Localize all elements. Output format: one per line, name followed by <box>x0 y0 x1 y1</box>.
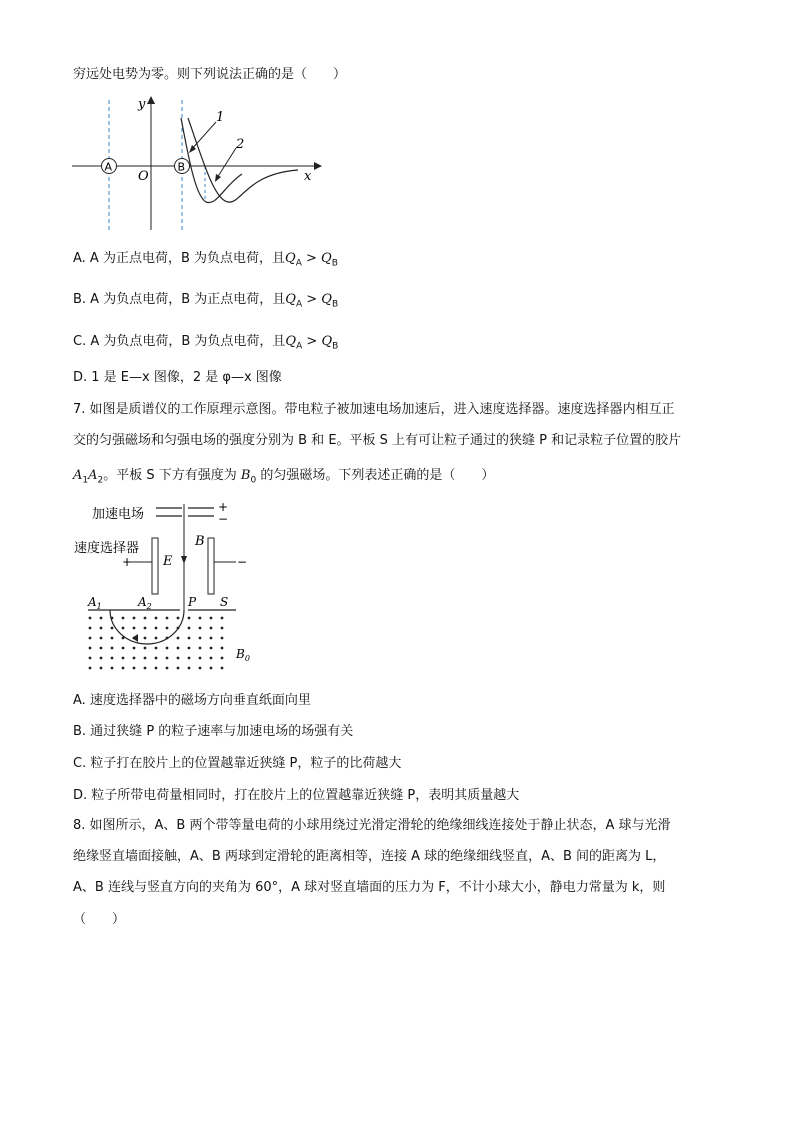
q6-option-c-text: C. A 为负点电荷，B 为负点电荷，且 <box>73 334 286 349</box>
q7-selector-plus: + <box>122 555 133 569</box>
field-dot <box>144 667 147 670</box>
q6-option-c-q1: Q <box>285 334 297 349</box>
q7-stem-mid: 。平板 S 下方有强度为 <box>103 468 241 483</box>
q8-stem-line-4: （ ） <box>73 912 126 927</box>
field-dot <box>188 617 191 620</box>
q6-option-c-gt: > <box>302 334 322 349</box>
q7-option-b: B. 通过狭缝 P 的粒子速率与加速电场的场强有关 <box>73 724 354 739</box>
field-dot <box>155 667 158 670</box>
field-dot <box>111 667 114 670</box>
q6-origin-label: O <box>138 169 149 184</box>
field-dot <box>210 637 213 640</box>
q7-s-label: S <box>220 595 229 609</box>
field-dot <box>155 637 158 640</box>
q7-e-label: E <box>163 554 173 569</box>
q6-x-arrow <box>314 162 322 170</box>
field-dot <box>221 627 224 630</box>
field-dot <box>89 617 92 620</box>
field-dot <box>177 637 180 640</box>
q7-stem-line-2: 交的匀强磁场和匀强电场的强度分别为 B 和 E。平板 S 上有可让粒子通过的狭缝 P 和记录粒子位置的胶片 <box>73 433 682 448</box>
field-dot <box>155 647 158 650</box>
q6-option-a-text: A. A 为正点电荷，B 为负点电荷，且 <box>73 251 286 266</box>
q6-option-c-sub1: A <box>296 341 303 352</box>
q6-curve-1-label: 1 <box>216 110 225 125</box>
q6-option-b-q2: Q <box>321 292 332 307</box>
field-dot <box>144 627 147 630</box>
field-dot <box>188 657 191 660</box>
field-dot <box>221 657 224 660</box>
q6-option-a-q2: Q <box>321 251 332 266</box>
field-dot <box>89 637 92 640</box>
field-dot <box>221 617 224 620</box>
q8-stem-line-2: 绝缘竖直墙面接触，A、B 两球到定滑轮的距离相等，连接 A 球的绝缘细线竖直，A、B 间的距离为 L， <box>73 849 666 864</box>
field-dot <box>155 617 158 620</box>
q6-option-b <box>73 291 338 314</box>
field-dot <box>122 627 125 630</box>
field-dot <box>111 617 114 620</box>
field-dot <box>155 657 158 660</box>
field-dot <box>100 627 103 630</box>
q8-stem-line-1: 8. 如图所示，A、B 两个带等量电荷的小球用绕过光滑定滑轮的绝缘细线连接处于静止状态，A 球与光滑 <box>73 818 671 833</box>
q7-selector-right-plate <box>208 538 214 594</box>
q7-stem-a2: A <box>88 468 98 483</box>
field-dot <box>122 647 125 650</box>
field-dot <box>89 667 92 670</box>
field-dot <box>133 627 136 630</box>
q6-charge-a-label: A <box>104 160 113 174</box>
field-dot <box>100 647 103 650</box>
q7-b0-label: $B_0$ <box>236 647 250 663</box>
field-dot <box>100 667 103 670</box>
q7-selector-label: 速度选择器 <box>74 541 140 556</box>
q6-curve-2 <box>188 118 298 202</box>
q7-a2-label: $A_2$ <box>138 595 152 611</box>
field-dot <box>166 627 169 630</box>
q7-particle-semicircle <box>110 610 184 644</box>
field-dot <box>199 647 202 650</box>
q6-y-arrow <box>147 96 155 104</box>
q6-pointer-2-head <box>215 174 221 182</box>
field-dot <box>177 667 180 670</box>
field-dot <box>177 617 180 620</box>
q7-stem-a1-sub: 1 <box>82 475 89 486</box>
field-dot <box>144 647 147 650</box>
field-dot <box>188 637 191 640</box>
q6-curve-2-label: 2 <box>236 137 245 152</box>
q8-stem-line-3: A、B 连线与竖直方向的夹角为 60°，A 球对竖直墙面的压力为 F，不计小球大小，静电力常量为 k，则 <box>73 880 666 895</box>
q7-stem-end: 的匀强磁场。下列表述正确的是（ ） <box>256 468 495 483</box>
q6-option-c <box>73 333 338 356</box>
field-dot <box>89 627 92 630</box>
q6-option-a-q1: Q <box>285 251 296 266</box>
q7-accel-label: 加速电场 <box>92 507 145 522</box>
q7-particle-arrow <box>181 556 187 564</box>
field-dot <box>133 657 136 660</box>
field-dot <box>111 637 114 640</box>
field-dot <box>166 637 169 640</box>
field-dot <box>144 617 147 620</box>
field-dot <box>210 617 213 620</box>
field-dot <box>111 647 114 650</box>
field-dot <box>199 657 202 660</box>
field-dot <box>221 667 224 670</box>
q6-figure <box>68 92 328 234</box>
q7-stem-line-3 <box>73 467 494 490</box>
field-dot <box>166 647 169 650</box>
q6-pointer-2 <box>217 148 236 178</box>
q6-option-b-q1: Q <box>285 292 296 307</box>
field-dot <box>111 657 114 660</box>
field-dot <box>100 617 103 620</box>
q7-figure <box>72 498 262 684</box>
field-dot <box>133 647 136 650</box>
q7-p-label: P <box>188 595 197 609</box>
q7-option-d: D. 粒子所带电荷量相同时，打在胶片上的位置越靠近狭缝 P，表明其质量越大 <box>73 788 520 803</box>
q6-option-b-text: B. A 为负点电荷，B 为正点电荷，且 <box>73 292 286 307</box>
field-dot <box>144 657 147 660</box>
field-dot <box>89 657 92 660</box>
field-dot <box>122 657 125 660</box>
field-dot <box>210 657 213 660</box>
q7-option-c: C. 粒子打在胶片上的位置越靠近狭缝 P，粒子的比荷越大 <box>73 756 402 771</box>
field-dot <box>188 647 191 650</box>
field-dot <box>122 667 125 670</box>
field-dot <box>199 667 202 670</box>
field-dot <box>155 627 158 630</box>
field-dot <box>122 617 125 620</box>
field-dot <box>188 627 191 630</box>
field-dot <box>221 647 224 650</box>
field-dot <box>133 637 136 640</box>
q6-y-label: y <box>138 97 146 112</box>
field-dot <box>100 657 103 660</box>
field-dot <box>210 627 213 630</box>
q7-a1-label: $A_1$ <box>88 595 102 611</box>
field-dot <box>166 657 169 660</box>
field-dot <box>100 637 103 640</box>
q6-option-d: D. 1 是 E—x 图像，2 是 φ—x 图像 <box>73 370 282 385</box>
q7-stem-b0-sub: 0 <box>250 475 257 486</box>
field-dot <box>122 637 125 640</box>
field-dot <box>177 657 180 660</box>
field-dot <box>210 667 213 670</box>
field-dot <box>111 627 114 630</box>
field-dot <box>133 667 136 670</box>
field-dot <box>177 647 180 650</box>
q7-selector-minus: − <box>237 555 248 569</box>
field-dot <box>166 617 169 620</box>
q7-selector-left-plate <box>152 538 158 594</box>
field-dot <box>210 647 213 650</box>
q6-option-b-gt: > <box>302 292 322 307</box>
field-dot <box>199 627 202 630</box>
field-dot <box>177 627 180 630</box>
q7-stem-a2-sub: 2 <box>97 475 104 486</box>
q7-accel-plus: + <box>218 500 229 514</box>
q7-b-label: B <box>195 534 205 549</box>
field-dot <box>199 637 202 640</box>
field-dot <box>221 637 224 640</box>
q6-curve-1 <box>181 118 245 203</box>
q6-option-a-sub2: B <box>331 258 338 269</box>
q6-option-a <box>73 250 338 273</box>
q7-stem-line-1: 7. 如图是质谱仪的工作原理示意图。带电粒子被加速电场加速后，进入速度选择器。速度选择器内相互正 <box>73 402 675 417</box>
q6-x-label: x <box>304 169 312 184</box>
q6-option-b-sub1: A <box>295 299 303 310</box>
q6-option-a-gt: > <box>301 251 322 266</box>
q6-charge-b-label: B <box>177 160 186 174</box>
q7-option-a: A. 速度选择器中的磁场方向垂直纸面向里 <box>73 693 311 708</box>
q6-option-c-q2: Q <box>321 334 333 349</box>
field-dot <box>199 617 202 620</box>
field-dot <box>166 667 169 670</box>
field-dot <box>89 647 92 650</box>
q6-stem-tail: 穷远处电势为零。则下列说法正确的是（ ） <box>73 67 347 82</box>
q6-option-b-sub2: B <box>331 299 339 310</box>
q7-accel-minus: − <box>218 512 229 526</box>
q6-option-a-sub1: A <box>295 258 302 269</box>
q7-stem-a1: A <box>73 468 83 483</box>
field-dot <box>133 617 136 620</box>
q6-option-c-sub2: B <box>332 341 339 352</box>
field-dot <box>188 667 191 670</box>
q7-stem-b0: B <box>240 468 251 483</box>
field-dot <box>144 637 147 640</box>
